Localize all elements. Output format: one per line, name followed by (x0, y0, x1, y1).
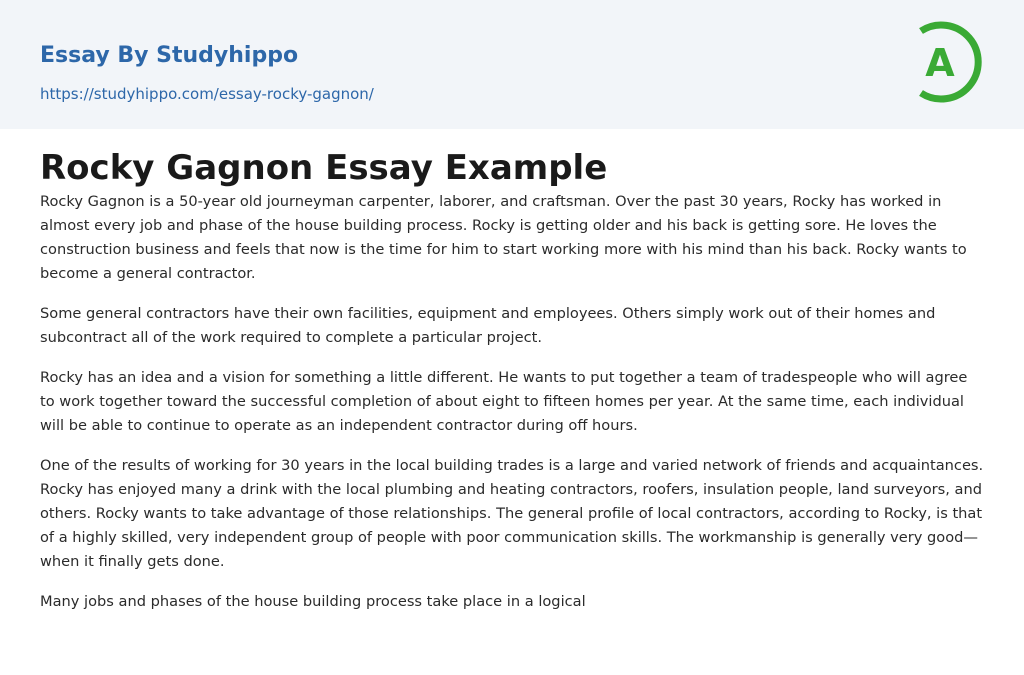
article-paragraph: Some general contractors have their own facilities, equipment and employees. Others simply work out of their homes and subcontract all of the work required to complete a particular project. (40, 305, 936, 346)
site-header (0, 0, 1024, 129)
page-title: Rocky Gagnon Essay Example (40, 148, 608, 188)
article-paragraph: Many jobs and phases of the house building process take place in a logical (40, 593, 586, 610)
source-url-link[interactable]: https://studyhippo.com/essay-rocky-gagnon/ (40, 85, 374, 103)
article-paragraph: Rocky has an idea and a vision for something a little different. He wants to put together a team of tradespeople who will agree to work together toward the successful completion of about eight to fifteen homes per year. At the same time, each individual will be able to continue to operate as an independent contractor during off hours. (40, 369, 968, 434)
article (0, 129, 1024, 614)
article-paragraph: One of the results of working for 30 years in the local building trades is a large and varied network of friends and acquaintances. Rocky has enjoyed many a drink with the local plumbing and heating contractors, roofers, insulation people, land surveyors, and others. Rocky wants to take advantage of those relationships. The general profile of local contractors, according to Rocky, is that of a highly skilled, very independent group of people with poor communication skills. The workmanship is generally very good—when it finally gets done. (40, 457, 984, 570)
logo-letter: A (925, 41, 955, 85)
site-title[interactable]: Essay By Studyhippo (40, 43, 299, 68)
studyhippo-logo-icon[interactable] (910, 18, 988, 106)
article-paragraph: Rocky Gagnon is a 50-year old journeyman carpenter, laborer, and craftsman. Over the past 30 years, Rocky has worked in almost every job and phase of the house building process. Rocky is getting older and his back is getting sore. He loves the construction business and feels that now is the time for him to start working more with his mind than his back. Rocky wants to become a general contractor. (40, 193, 967, 282)
